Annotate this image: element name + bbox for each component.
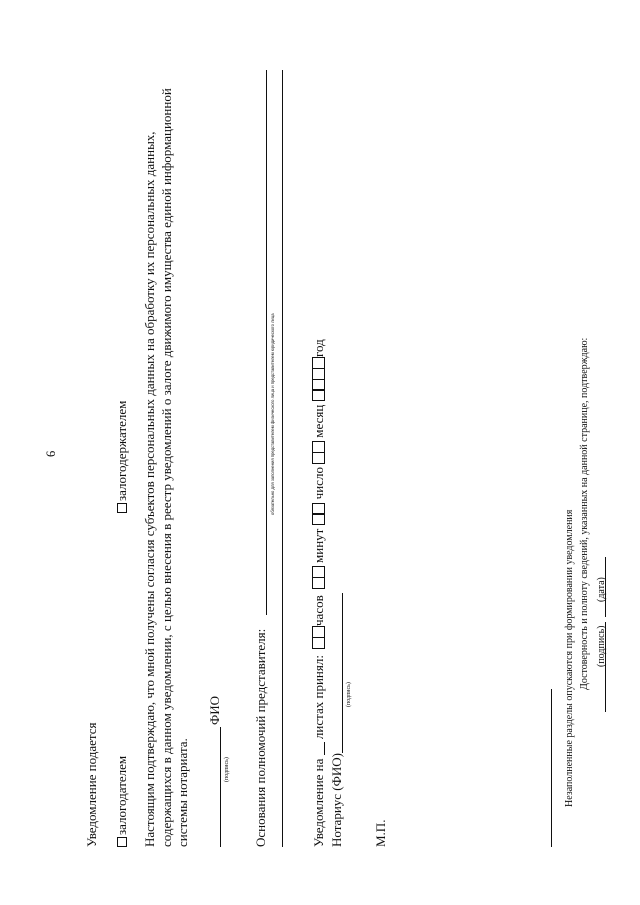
pledgee-label: залогодержателем	[114, 400, 129, 501]
sheets-count-field[interactable]	[324, 742, 325, 755]
month-label: месяц	[311, 404, 326, 438]
notary-name-signature-line[interactable]	[342, 593, 343, 753]
acceptance-row	[311, 339, 327, 847]
year-label: год	[311, 339, 326, 358]
hours-boxes[interactable]	[311, 626, 327, 649]
notice-on-label: Уведомление на	[311, 758, 326, 847]
fio-label: ФИО	[207, 695, 222, 725]
sheets-accepted-label: листах принял:	[311, 655, 326, 740]
pledger-option[interactable]	[114, 756, 130, 847]
footer-confirm: Достоверность и полноту сведений, указанных на данной странице, подтверждаю:	[579, 337, 590, 690]
month-boxes[interactable]	[311, 441, 327, 464]
pledgee-option[interactable]	[114, 401, 130, 513]
page-number: 6	[44, 450, 58, 457]
footer-signature-caption: (подпись)	[596, 625, 607, 667]
consent-paragraph: Настоящим подтверждаю, что мной получены согласия субъектов персональных данных на обработку их персональных данных, содержащихся в данном уведомлении, с целью внесения в реестр уведомлений о залоге движимого имущества единой информационной системы нотариата.	[142, 88, 190, 847]
minutes-label: минут	[311, 528, 326, 563]
pledger-checkbox[interactable]	[117, 837, 127, 847]
day-label: число	[311, 467, 326, 500]
notary-signature-caption: (подпись)	[346, 682, 352, 707]
minutes-boxes[interactable]	[311, 566, 327, 589]
representative-basis-line[interactable]	[266, 70, 267, 615]
representative-note: обязательно для заполнения представителем физического лица и представителем юридического лица	[270, 313, 275, 515]
notice-submitted-label: Уведомление подается	[84, 722, 99, 847]
seal-label: М.П.	[373, 819, 388, 847]
footer-date-caption: (дата)	[596, 577, 607, 602]
footer-note: Незаполненные разделы опускаются при формировании уведомления	[564, 509, 575, 807]
consent-signature-caption: (подпись)	[224, 757, 230, 782]
year-boxes[interactable]	[311, 357, 327, 401]
footer-rule	[551, 689, 552, 847]
consent-signature-line[interactable]	[220, 727, 221, 847]
notary-label: Нотариус (ФИО)	[329, 752, 344, 847]
representative-basis-line-2[interactable]	[282, 70, 283, 847]
representative-basis-label: Основания полномочий представителя:	[253, 628, 268, 847]
pledgee-checkbox[interactable]	[117, 503, 127, 513]
notary-row	[329, 593, 345, 847]
hours-label: часов	[311, 595, 326, 626]
day-boxes[interactable]	[311, 503, 327, 526]
pledger-label: залогодателем	[114, 755, 129, 835]
